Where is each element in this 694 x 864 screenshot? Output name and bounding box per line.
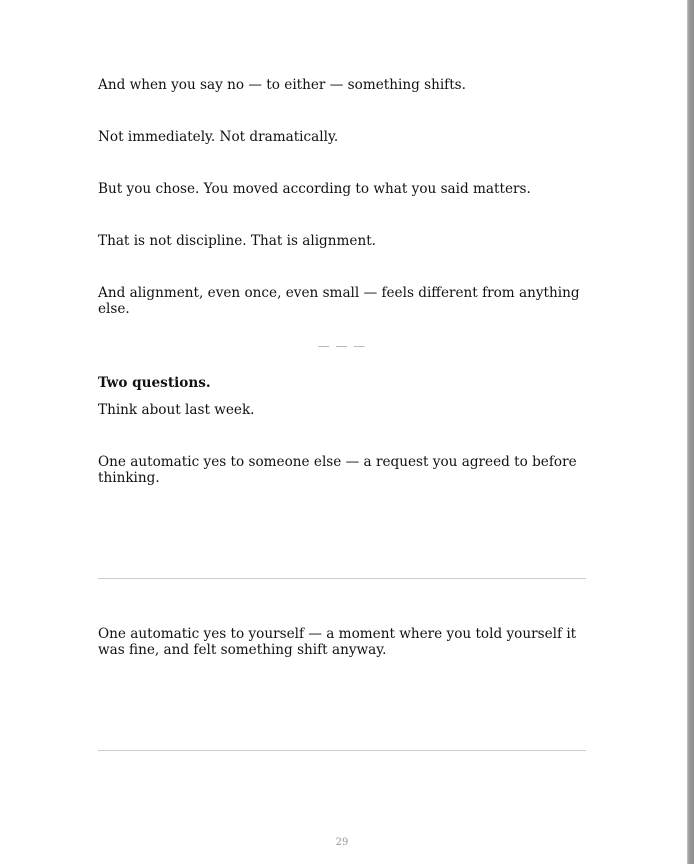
exercise-heading: Two questions. xyxy=(98,375,211,391)
paragraph: That is not discipline. That is alignment. xyxy=(98,233,376,249)
section-separator: — — — xyxy=(317,339,367,353)
paragraph: Not immediately. Not dramatically. xyxy=(98,129,339,145)
page-number: 29 xyxy=(335,837,349,848)
exercise-question-2: One automatic yes to yourself — a moment where you told yourself it was fine, and felt something shift anyway. xyxy=(98,626,577,658)
paragraph: But you chose. You moved according to what you said matters. xyxy=(98,181,531,197)
answer-line-1 xyxy=(98,578,586,579)
page-edge-scrollbar[interactable] xyxy=(687,0,694,864)
paragraph: And when you say no — to either — something shifts. xyxy=(98,77,466,93)
exercise-intro: Think about last week. xyxy=(98,402,255,418)
book-page xyxy=(98,0,586,864)
paragraph: And alignment, even once, even small — feels different from anything else. xyxy=(98,285,580,317)
answer-line-2 xyxy=(98,750,586,751)
exercise-question-1: One automatic yes to someone else — a request you agreed to before thinking. xyxy=(98,454,577,486)
